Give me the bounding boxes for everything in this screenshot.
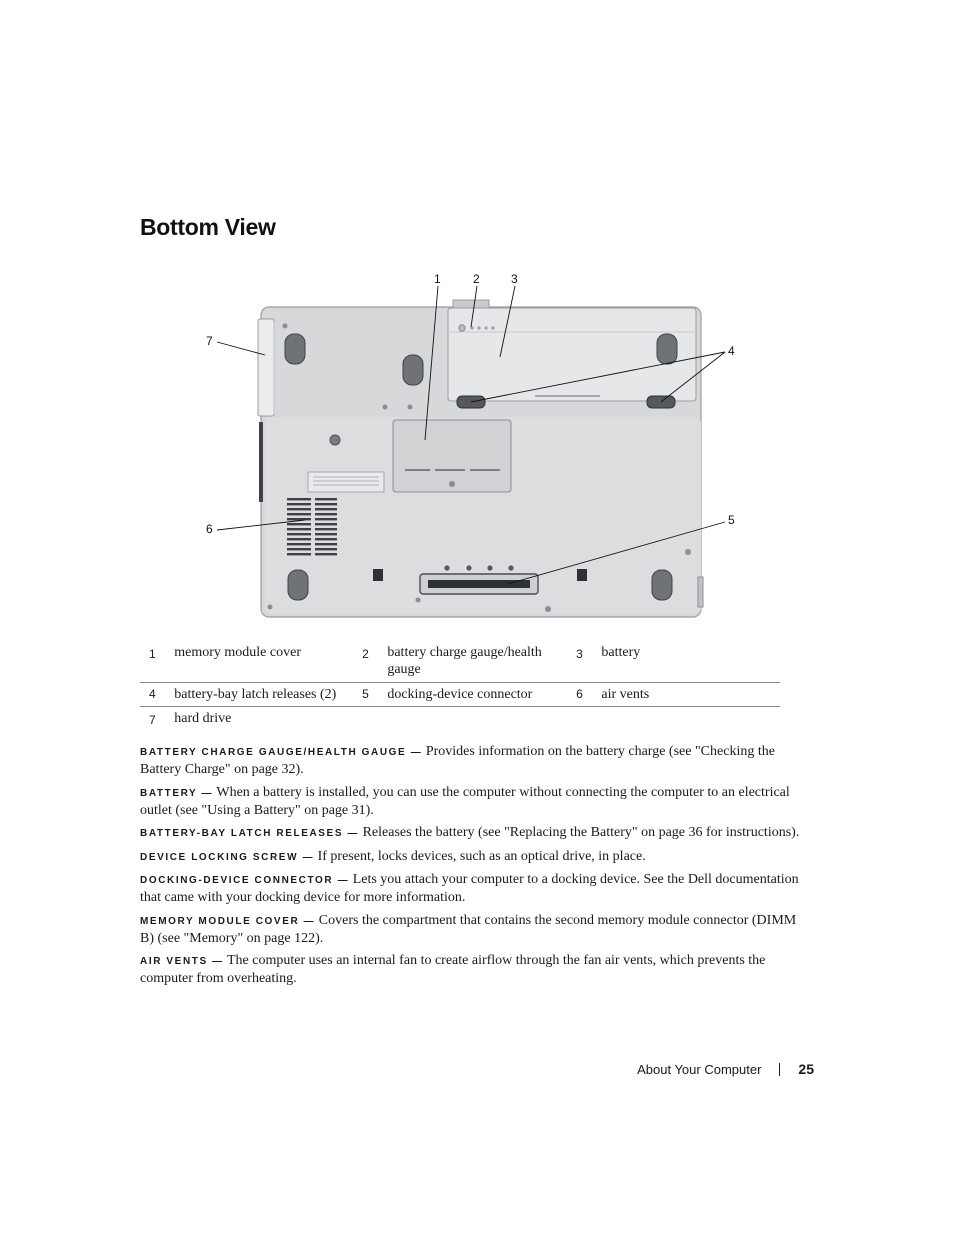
description-battery <box>140 784 812 819</box>
legend-row <box>140 683 780 707</box>
description-term: DOCKING-DEVICE CONNECTOR — <box>140 875 350 886</box>
description-text: When a battery is installed, you can use the computer without connecting the computer to an electrical outlet (see "Using a Battery" on page 31). <box>140 785 790 818</box>
description-term: MEMORY MODULE COVER — <box>140 916 316 927</box>
legend-number: 3 <box>576 647 583 661</box>
legend-number: 5 <box>353 683 387 707</box>
legend-number: 4 <box>140 683 174 707</box>
description-battery-latch <box>140 824 812 842</box>
rubber-foot <box>285 334 305 364</box>
footer-separator <box>779 1063 780 1076</box>
legend-label: docking-device connector <box>387 683 567 707</box>
description-text: Provides information on the battery charge (see "Checking the Battery Charge" on page 32). <box>140 744 775 777</box>
callout-label: 1 <box>434 272 441 286</box>
legend-number: 6 <box>567 683 601 707</box>
description-text: If present, locks devices, such as an optical drive, in place. <box>317 849 646 864</box>
callout-label: 6 <box>206 522 213 536</box>
legend-number: 1 <box>149 647 156 661</box>
laptop-bottom-illustration <box>195 262 755 632</box>
footer-section-title: About Your Computer <box>637 1061 762 1077</box>
page-number: 25 <box>798 1061 814 1077</box>
description-text: Covers the compartment that contains the second memory module connector (DIMM B) (see "Memory" on page 122). <box>140 913 797 946</box>
dock-post <box>373 569 383 581</box>
description-term: BATTERY CHARGE GAUGE/HEALTH GAUGE — <box>140 747 423 758</box>
description-term: BATTERY-BAY LATCH RELEASES — <box>140 828 360 839</box>
callout-label: 7 <box>206 334 213 348</box>
description-air-vents <box>140 952 812 987</box>
description-text: The computer uses an internal fan to create airflow through the fan air vents, which prevents the computer from overheating. <box>140 953 766 986</box>
rubber-foot <box>288 570 308 600</box>
callout-label: 4 <box>728 344 735 358</box>
callout-label: 5 <box>728 513 735 527</box>
description-text: Lets you attach your computer to a docking device. See the Dell documentation that came with your docking device for more information. <box>140 872 799 905</box>
legend-label: air vents <box>601 683 780 707</box>
description-term: AIR VENTS — <box>140 956 224 967</box>
legend-row <box>140 641 780 683</box>
page-title: Bottom View <box>140 214 276 240</box>
legend-label: battery charge gauge/health gauge <box>387 645 542 677</box>
description-term: DEVICE LOCKING SCREW — <box>140 852 315 863</box>
hard-drive-shape <box>258 319 274 416</box>
legend-number: 2 <box>362 647 369 661</box>
callout-label: 3 <box>511 272 518 286</box>
legend-label: memory module cover <box>174 645 301 660</box>
rubber-foot <box>403 355 423 385</box>
dock-post <box>577 569 587 581</box>
legend-label: battery <box>601 645 641 660</box>
description-memory-cover <box>140 912 812 947</box>
legend-label: hard drive <box>174 711 232 726</box>
legend-label: battery-bay latch releases (2) <box>174 683 353 707</box>
description-term: BATTERY — <box>140 788 214 799</box>
description-docking-connector <box>140 871 812 906</box>
laptop-bottom-drawing <box>195 262 755 632</box>
callout-legend-table <box>140 641 780 732</box>
description-text: Releases the battery (see "Replacing the Battery" on page 36 for instructions). <box>362 825 800 840</box>
rubber-foot <box>652 570 672 600</box>
legend-row <box>140 707 780 733</box>
description-battery-gauge <box>140 743 812 778</box>
page-footer <box>637 1061 814 1077</box>
rubber-foot <box>657 334 677 364</box>
legend-number: 7 <box>149 713 156 727</box>
description-locking-screw <box>140 848 812 866</box>
callout-label: 2 <box>473 272 480 286</box>
